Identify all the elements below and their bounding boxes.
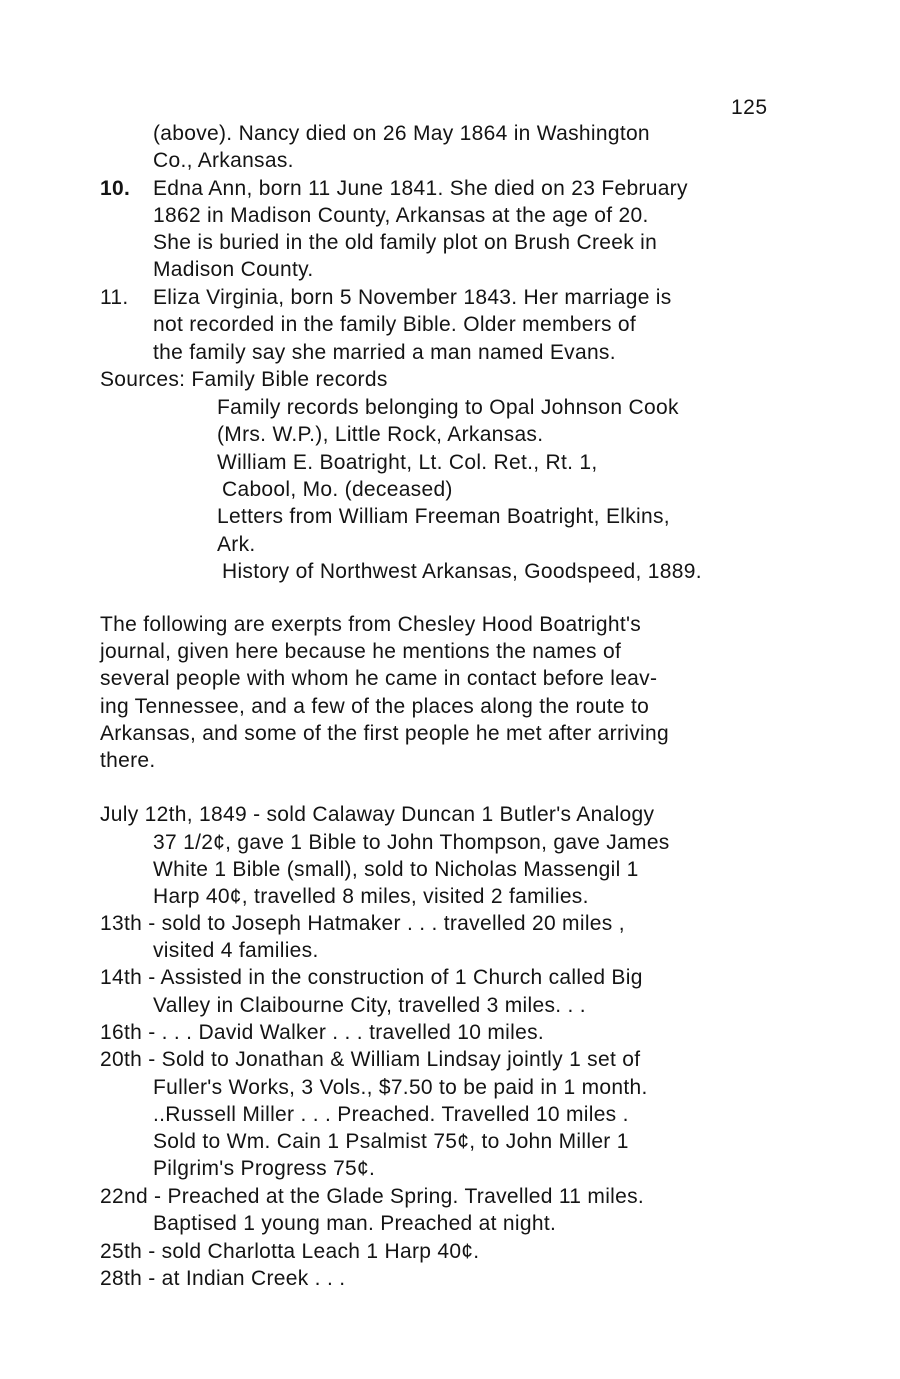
text-line: Co., Arkansas. [153, 149, 294, 172]
text-line: Sold to Wm. Cain 1 Psalmist 75¢, to John Miller 1 [153, 1130, 629, 1153]
text-line: (above). Nancy died on 26 May 1864 in Washington [153, 122, 650, 145]
text-line: journal, given here because he mentions the names of [100, 640, 622, 663]
text-line: 37 1/2¢, gave 1 Bible to John Thompson, gave James [153, 831, 670, 854]
text-line: Harp 40¢, travelled 8 miles, visited 2 families. [153, 885, 589, 908]
list-number: 10. [100, 177, 131, 200]
text-line: 28th - at Indian Creek . . . [100, 1267, 346, 1290]
list-number: 11. [100, 286, 129, 309]
text-line: 16th - . . . David Walker . . . travelled 10 miles. [100, 1021, 545, 1044]
text-line: White 1 Bible (small), sold to Nicholas Massengil 1 [153, 858, 639, 881]
text-line: several people with whom he came in contact before leav- [100, 667, 658, 690]
text-line: Ark. [217, 533, 256, 556]
text-line: Arkansas, and some of the first people he met after arriving [100, 722, 669, 745]
text-line: Family records belonging to Opal Johnson Cook [217, 396, 679, 419]
text-line: Sources: Family Bible records [100, 368, 388, 391]
text-line: William E. Boatright, Lt. Col. Ret., Rt. 1, [217, 451, 598, 474]
text-line: Letters from William Freeman Boatright, Elkins, [217, 505, 670, 528]
text-line: 1862 in Madison County, Arkansas at the age of 20. [153, 204, 649, 227]
text-line: Cabool, Mo. (deceased) [222, 478, 453, 501]
text-line: 25th - sold Charlotta Leach 1 Harp 40¢. [100, 1240, 480, 1263]
text-line: ing Tennessee, and a few of the places along the route to [100, 695, 650, 718]
text-line: the family say she married a man named Evans. [153, 341, 616, 364]
text-line: Madison County. [153, 258, 314, 281]
text-line: 13th - sold to Joseph Hatmaker . . . travelled 20 miles , [100, 912, 625, 935]
text-line: there. [100, 749, 156, 772]
text-line: visited 4 families. [153, 939, 319, 962]
text-line: The following are exerpts from Chesley Hood Boatright's [100, 613, 642, 636]
text-line: (Mrs. W.P.), Little Rock, Arkansas. [217, 423, 544, 446]
page-number: 125 [731, 96, 768, 119]
text-line: Eliza Virginia, born 5 November 1843. Her marriage is [153, 286, 672, 309]
text-line: History of Northwest Arkansas, Goodspeed, 1889. [222, 560, 702, 583]
text-line: 14th - Assisted in the construction of 1 Church called Big [100, 966, 643, 989]
text-line: not recorded in the family Bible. Older members of [153, 313, 637, 336]
text-line: Fuller's Works, 3 Vols., $7.50 to be paid in 1 month. [153, 1076, 648, 1099]
text-line: Pilgrim's Progress 75¢. [153, 1157, 376, 1180]
text-line: Edna Ann, born 11 June 1841. She died on 23 February [153, 177, 688, 200]
text-line: ..Russell Miller . . . Preached. Travelled 10 miles . [153, 1103, 629, 1126]
text-line: Baptised 1 young man. Preached at night. [153, 1212, 557, 1235]
text-line: 20th - Sold to Jonathan & William Lindsay jointly 1 set of [100, 1048, 641, 1071]
text-line: Valley in Claibourne City, travelled 3 miles. . . [153, 994, 586, 1017]
text-line: 22nd - Preached at the Glade Spring. Travelled 11 miles. [100, 1185, 645, 1208]
text-line: She is buried in the old family plot on Brush Creek in [153, 231, 658, 254]
text-line: July 12th, 1849 - sold Calaway Duncan 1 Butler's Analogy [100, 803, 655, 826]
